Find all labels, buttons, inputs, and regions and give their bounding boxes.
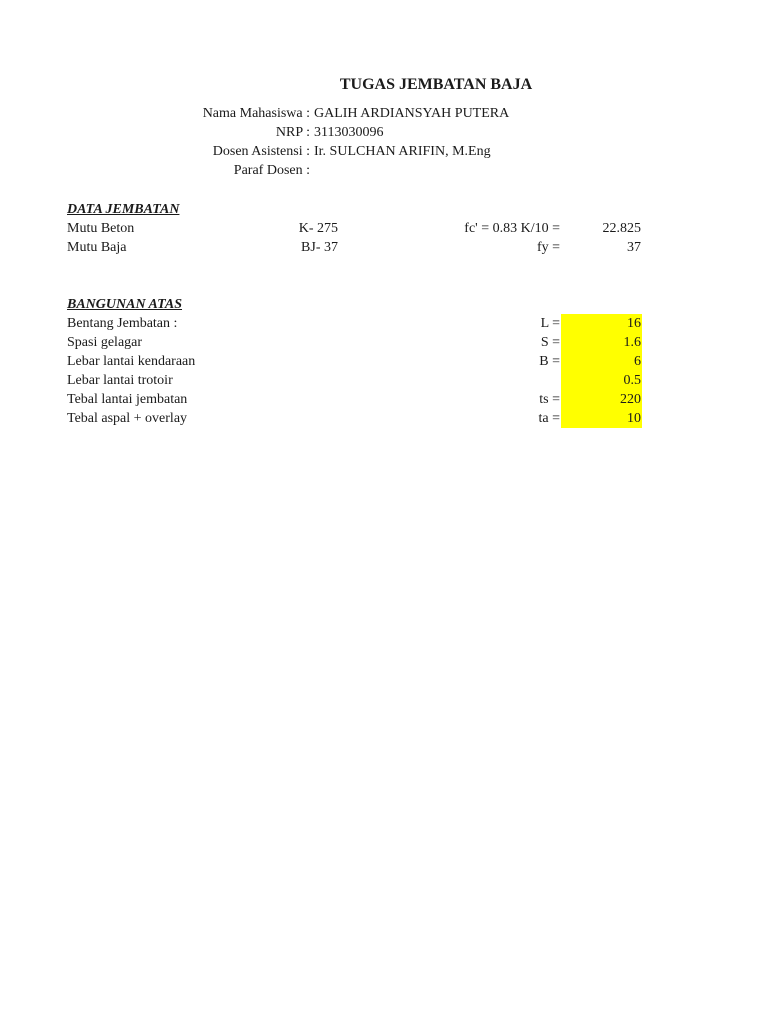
input-cell[interactable]: 6 [561,352,642,371]
input-cell[interactable]: 10 [561,409,642,428]
nrp-value: 3113030096 [314,125,384,140]
row-symbol: S = [540,335,560,350]
input-cell[interactable]: 220 [561,390,642,409]
student-name: GALIH ARDIANSYAH PUTERA [314,106,510,121]
bangunan-atas-heading: BANGUNAN ATAS [67,297,183,312]
row-label: Mutu Baja [67,240,127,255]
row-label: Spasi gelagar [67,335,143,350]
nrp-label: NRP : [275,125,310,140]
row-label: Bentang Jembatan : [67,316,178,331]
row-formula: fc' = 0.83 K/10 = [464,221,560,236]
row-label: Mutu Beton [67,221,135,236]
lecturer-name: Ir. SULCHAN ARIFIN, M.Eng [314,144,491,159]
row-symbol: L = [540,316,560,331]
row-formula: fy = [536,240,560,255]
signature-label: Paraf Dosen : [233,163,310,178]
input-cell[interactable]: 16 [561,314,642,333]
input-cell[interactable]: 0.5 [561,371,642,390]
row-symbol: ts = [539,392,560,407]
row-label: Lebar lantai trotoir [67,373,173,388]
steel-grade: BJ- 37 [301,240,338,255]
row-label: Tebal aspal + overlay [67,411,188,426]
row-value[interactable]: 22.825 [602,221,641,236]
lecturer-label: Dosen Asistensi : [212,144,310,159]
data-jembatan-heading: DATA JEMBATAN [67,202,180,217]
row-symbol: B = [539,354,560,369]
input-cell[interactable]: 1.6 [561,333,642,352]
concrete-grade: K- 275 [298,221,338,236]
student-label: Nama Mahasiswa : [202,106,310,121]
page-title: TUGAS JEMBATAN BAJA [339,76,533,93]
row-symbol: ta = [538,411,560,426]
row-value[interactable]: 37 [627,240,641,255]
row-label: Lebar lantai kendaraan [67,354,196,369]
row-label: Tebal lantai jembatan [67,392,188,407]
